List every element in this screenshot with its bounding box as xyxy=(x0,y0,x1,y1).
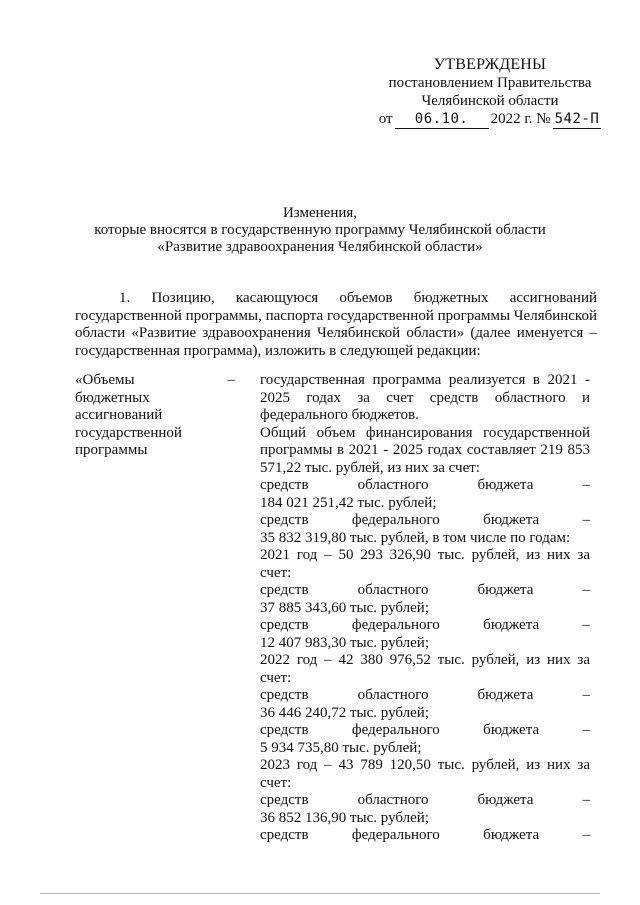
heading-line-1: Изменения, xyxy=(282,205,358,221)
funding-line: счет: xyxy=(260,669,292,686)
funding-line: 12 407 983,30 тыс. рублей; xyxy=(260,634,429,651)
approval-line-1: постановлением Правительства xyxy=(388,75,592,91)
funding-line: 2023 год – 43 789 120,50 тыс. рублей, из них за xyxy=(260,757,590,773)
label-line-2: бюджетных xyxy=(75,389,150,406)
funding-line: средств федерального бюджета – xyxy=(260,617,590,633)
approval-title: УТВЕРЖДЕНЫ xyxy=(433,56,547,73)
funding-line: счет: xyxy=(260,564,292,581)
funding-line: 184 021 251,42 тыс. рублей; xyxy=(260,494,437,511)
funding-line: счет: xyxy=(260,774,292,791)
date-suffix: 2022 г. № xyxy=(490,111,551,127)
funding-line: 2021 год – 50 293 326,90 тыс. рублей, из них за xyxy=(260,547,590,563)
funding-line: средств областного бюджета – xyxy=(260,792,590,808)
funding-line: средств федерального бюджета – xyxy=(260,512,590,528)
funding-line: 37 885 343,60 тыс. рублей; xyxy=(260,599,429,616)
funding-line: 36 852 136,90 тыс. рублей; xyxy=(260,809,429,826)
position-value-column xyxy=(260,372,590,845)
funding-line: 36 446 240,72 тыс. рублей; xyxy=(260,704,429,721)
scan-edge-line xyxy=(40,893,600,894)
funding-line: 35 832 319,80 тыс. рублей, в том числе по годам: xyxy=(260,529,571,546)
date-prefix: от xyxy=(378,111,393,127)
value-paragraph-1: государственная программа реализуется в 2021 - 2025 годах за счет средств областного и федерального бюджетов. xyxy=(260,372,590,423)
position-label-column xyxy=(75,372,235,460)
value-paragraph-2: Общий объем финансирования государственной программы в 2021 - 2025 годах составляет 219 853 571,22 тыс. рублей, из них за счет: xyxy=(260,424,590,476)
label-line-4: государственной xyxy=(75,424,182,441)
date-handwritten: 06.10. xyxy=(395,110,489,129)
body-paragraph xyxy=(75,290,597,360)
label-row-1 xyxy=(75,372,235,390)
funding-lines xyxy=(260,477,590,845)
decree-number: 542-П xyxy=(554,111,600,127)
approval-block xyxy=(370,56,610,129)
label-line-5: программы xyxy=(75,442,148,458)
funding-line: средств федерального бюджета – xyxy=(260,722,590,738)
approval-line-2: Челябинской области xyxy=(421,93,559,109)
label-line-3: ассигнований xyxy=(75,407,163,423)
funding-line: 2022 год – 42 380 976,52 тыс. рублей, из них за xyxy=(260,652,590,668)
label-dash: – xyxy=(227,372,235,388)
approval-date-line xyxy=(370,110,610,129)
heading-line-2: которые вносятся в государственную программу Челябинской области xyxy=(94,222,546,238)
funding-line: средств федерального бюджета – xyxy=(260,827,590,843)
funding-line: средств областного бюджета – xyxy=(260,687,590,703)
funding-line: средств областного бюджета – xyxy=(260,582,590,598)
heading-line-3: «Развитие здравоохранения Челябинской области» xyxy=(157,239,483,255)
paragraph-1: 1. Позицию, касающуюся объемов бюджетных ассигнований государственной программы, паспорта государственной программы Челябинской области «Развитие здравоохранения Челябинской области» (далее именуется – государственная программа), изложить в следующей редакции: xyxy=(75,290,597,359)
funding-line: средств областного бюджета – xyxy=(260,477,590,493)
document-heading xyxy=(60,205,580,256)
funding-line: 5 934 735,80 тыс. рублей; xyxy=(260,739,422,756)
label-line-1: «Объемы xyxy=(75,372,135,388)
